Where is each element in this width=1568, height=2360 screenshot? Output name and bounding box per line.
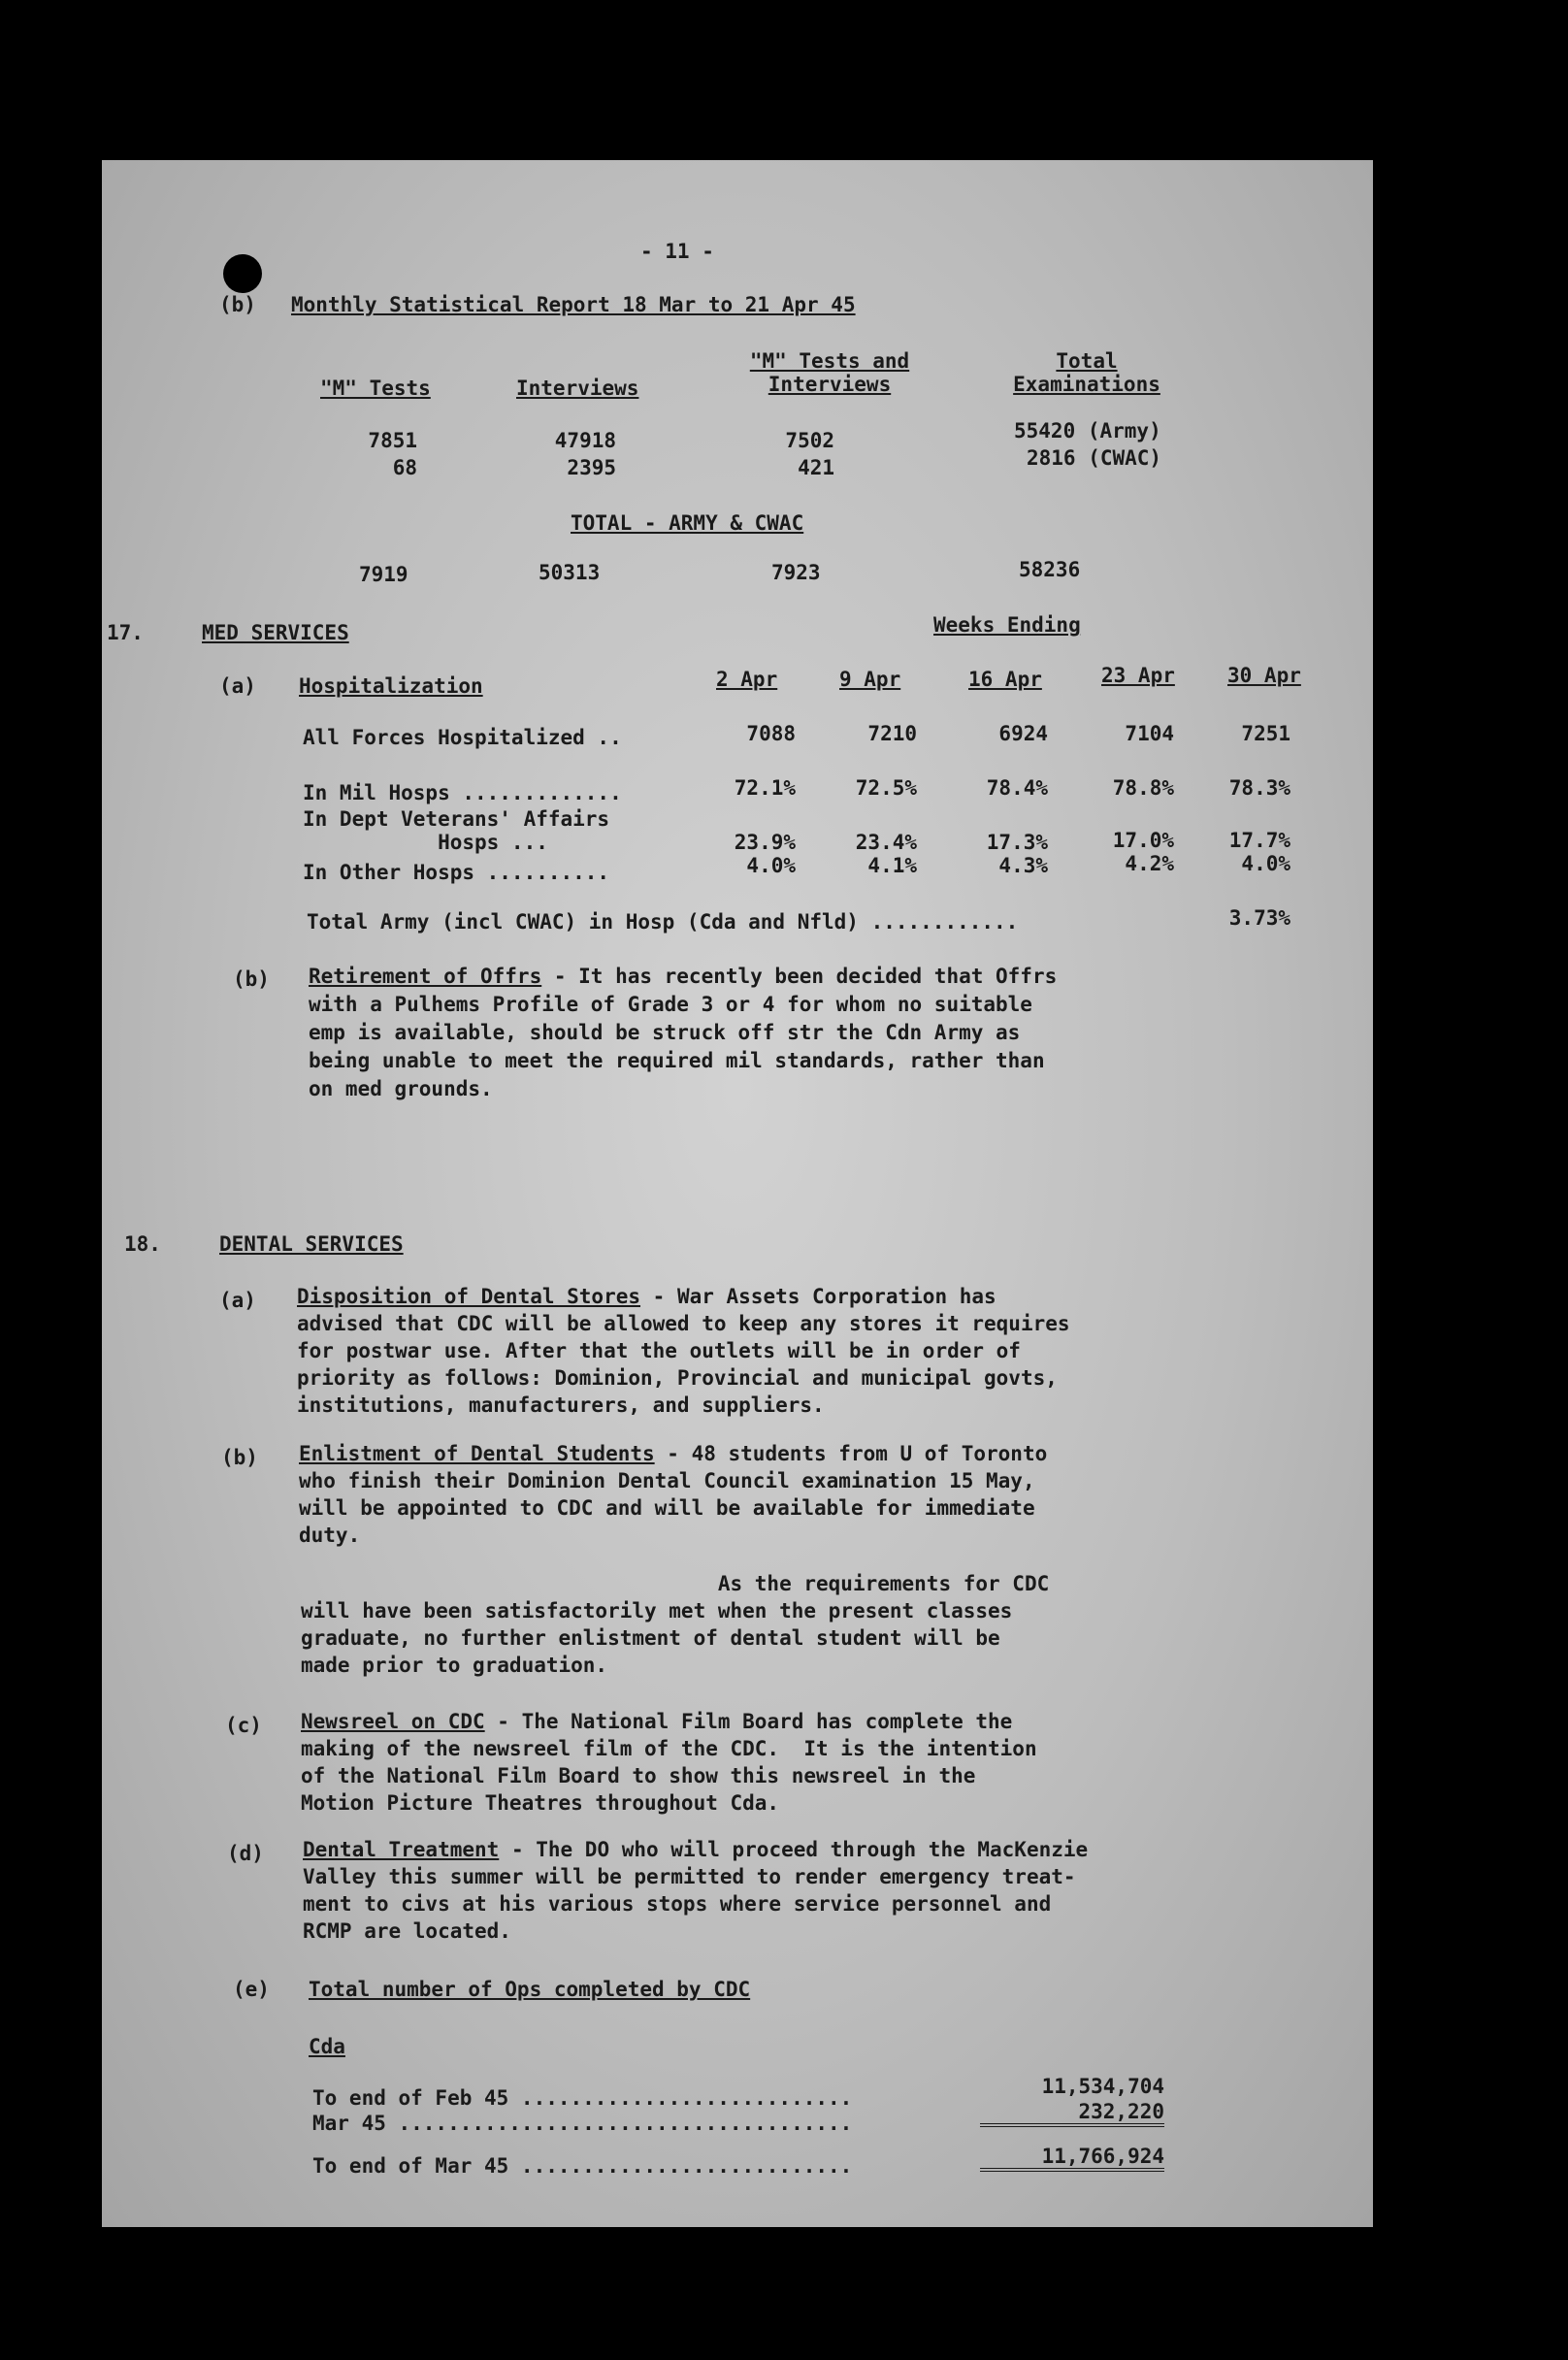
cda-heading: Cda [309,2035,345,2058]
hosp-row-value: 4.2% [1125,852,1174,875]
weeks-ending-heading: Weeks Ending [933,613,1081,637]
hosp-row-value: 78.8% [1112,776,1174,800]
newsreel-title: Newsreel on CDC [301,1710,485,1733]
hosp-row-value: 17.0% [1112,829,1174,852]
total-examinations: 58236 [1019,558,1081,581]
hosp-row-value: 6924 [998,722,1048,745]
dental-treatment-title: Dental Treatment [303,1838,500,1861]
row1-m-and-interviews: 7502 [785,429,834,452]
hosp-row-value: 7104 [1125,722,1174,745]
dental-stores-text: - War Assets Corporation has advised that CDC will be allowed to keep any stores it requires for postwar use. After that the outlets will be in order of priority as follows: Dominion, Provincial and municipal govts, institutions, manufacturers, and suppliers. [297,1285,1070,1417]
week-header-4: 23 Apr [1101,664,1175,687]
week-header-2: 9 Apr [839,668,901,691]
section-17-title: MED SERVICES [202,621,349,644]
newsreel-paragraph [301,1708,1037,1817]
total-ops-title: Total number of Ops completed by CDC [309,1978,751,2001]
header-interviews: Interviews [516,377,639,400]
hosp-row-label: All Forces Hospitalized .. [303,726,622,749]
total-m-and-interviews: 7923 [771,561,821,584]
row2-m-tests: 68 [392,456,417,479]
week-header-3: 16 Apr [968,668,1042,691]
hosp-row-value: 7088 [746,722,796,745]
newsreel-text: - The National Film Board has complete the making of the newsreel film of the CDC. It is the intention of the National Film Board to show this newsreel in the Motion Picture Theatres throughout Cda. [301,1710,1037,1815]
dental-d-label: (d) [227,1842,264,1865]
dental-e-label: (e) [233,1978,270,2001]
week-header-1: 2 Apr [716,668,778,691]
dental-b-label: (b) [221,1446,258,1469]
hosp-row-label: In Mil Hosps ............. [303,781,622,804]
week-header-5: 30 Apr [1227,664,1301,687]
section-18-title: DENTAL SERVICES [219,1232,404,1256]
hosp-row-label: In Dept Veterans' Affairs Hosps ... [303,807,610,854]
hosp-row-value: 78.4% [986,776,1048,800]
ops-row-label: To end of Mar 45 ........................... [312,2154,853,2178]
hosp-row-value: 17.3% [986,831,1048,854]
hosp-row-value: 72.5% [855,776,917,800]
hosp-row-value: 7251 [1241,722,1290,745]
total-interviews: 50313 [539,561,601,584]
row2-m-and-interviews: 421 [798,456,834,479]
med-b-label: (b) [233,967,270,991]
stat-label: (b) [219,293,256,316]
row1-m-tests: 7851 [368,429,417,452]
ops-row-label: To end of Feb 45 ........................... [312,2086,853,2110]
row1-total: 55420 (Army) [1014,419,1161,442]
hosp-row-label: In Other Hosps .......... [303,861,610,884]
hospitalization-title: Hospitalization [299,674,483,698]
hosp-row-value: 4.3% [998,854,1048,877]
section-18-number: 18. [124,1232,161,1256]
dental-stores-title: Disposition of Dental Stores [297,1285,641,1308]
header-total-examinations: Total Examinations [1013,349,1160,396]
row2-total: 2816 (CWAC) [1027,446,1162,470]
ops-row-value: 11,766,924 [980,2145,1164,2172]
hosp-row-value: 78.3% [1228,776,1290,800]
header-m-tests: "M" Tests [320,377,431,400]
dental-stores-paragraph [297,1283,1070,1419]
med-a-label: (a) [219,674,256,698]
dental-treatment-text: - The DO who will proceed through the MacKenzie Valley this summer will be permitted to render emergency treat- ment to civs at his various stops where service personnel and RCMP are located. [303,1838,1089,1943]
dental-students-text: - 48 students from U of Toronto who finish their Dominion Dental Council examination 15 May, will be appointed to CDC and will be available for immediate duty. [299,1442,1048,1547]
row2-interviews: 2395 [567,456,616,479]
ops-row-label: Mar 45 ..................................... [312,2112,853,2135]
header-m-and-interviews: "M" Tests and Interviews [749,349,910,396]
hosp-row-value: 23.4% [855,831,917,854]
ops-row-value: 232,220 [980,2100,1164,2127]
dental-students-continued: As the requirements for CDC will have been satisfactorily met when the present classes graduate, no further enlistment of dental student will be made prior to graduation. [301,1572,1050,1677]
hosp-row-value: 72.1% [734,776,796,800]
hosp-row-value: 4.0% [1241,852,1290,875]
dental-students-paragraph [299,1440,1047,1549]
total-army-cwac-title: TOTAL - ARMY & CWAC [571,511,804,535]
total-army-hosp-value: 3.73% [1228,906,1290,930]
hosp-row-value: 17.7% [1228,829,1290,852]
dental-a-label: (a) [219,1289,256,1312]
row1-interviews: 47918 [554,429,616,452]
retirement-of-offrs-title: Retirement of Offrs [309,965,542,988]
hosp-row-value: 4.0% [746,854,796,877]
hosp-row-value: 23.9% [734,831,796,854]
total-army-hosp-label: Total Army (incl CWAC) in Hosp (Cda and Nfld) ............ [307,910,1019,934]
retirement-of-offrs-text: - It has recently been decided that Offrs with a Pulhems Profile of Grade 3 or 4 for whom no suitable emp is available, should be struck off str the Cdn Army as being unable to meet the required mil standards, rather than on med grounds. [309,965,1058,1100]
hosp-row-value: 4.1% [867,854,917,877]
dental-students-title: Enlistment of Dental Students [299,1442,655,1465]
punch-hole [223,254,262,293]
total-m-tests: 7919 [359,563,408,586]
ops-row-value: 11,534,704 [1041,2075,1164,2098]
page-number: - 11 - [640,240,714,263]
hosp-row-value: 7210 [867,722,917,745]
stat-title: Monthly Statistical Report 18 Mar to 21 Apr 45 [291,293,856,316]
retirement-of-offrs-paragraph [309,963,1057,1103]
section-17-number: 17. [107,621,144,644]
dental-c-label: (c) [225,1714,262,1737]
dental-treatment-paragraph [303,1836,1088,1945]
